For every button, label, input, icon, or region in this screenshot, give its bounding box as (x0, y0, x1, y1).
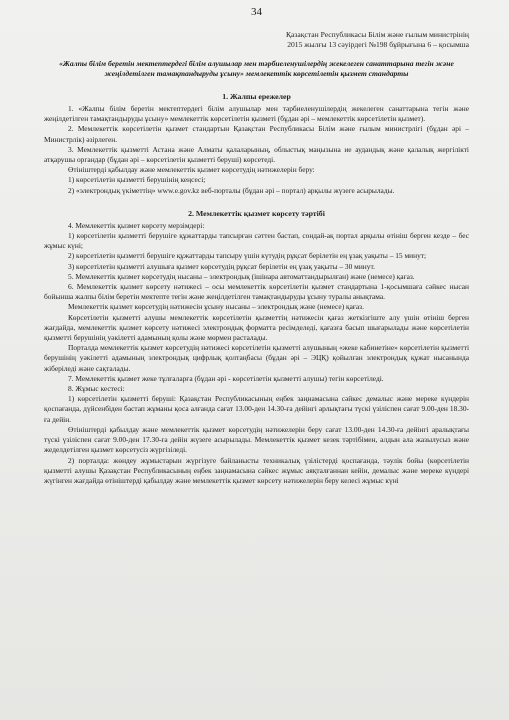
paragraph: Көрсетілетін қызметті алушы мемлекеттік көрсетілетін қызметтің нәтижесін қағаз жеткізгіште алу үшін өтініш берген жағдайда, мемлекеттік қызмет көрсету нәтижесі электрондық форматта ресімделеді, қағазға басып шығарылады және көрсетілетін қызметті берушінің уәкілетті адамының қолы және мөрмен расталады. (44, 312, 469, 343)
paragraph: 2. Мемлекеттік көрсетілетін қызмет стандартын Қазақстан Республикасы Білім және ғылым министрлігі (бұдан әрі – Министрлік) әзірлеген. (44, 124, 469, 144)
paragraph: Порталда мемлекеттік қызмет көрсетудің нәтижесі көрсетілетін қызметті алушының «жеке кабинетіне» көрсетілетін қызметті берушінің уәкілетті адамының электрондық цифрлық қолтаңбасы (бұдан әрі – ЭЦҚ) қойылған электрондық құжат нысанында жіберіледі және сақталады. (44, 343, 469, 373)
paragraph: 1) көрсетілетін қызметті берушінің кеңсесі; (68, 175, 206, 185)
section-procedure (44, 221, 469, 486)
appendix-note (44, 30, 469, 50)
paragraph: 3. Мемлекеттік қызметті Астана және Алматы қалаларының, облыстық маңызына ие аудандық және қалалық жергілікті атқарушы органдар (бұдан әрі – көрсетілетін қызметті беруші) көрсетеді. (44, 144, 469, 165)
section-general (44, 104, 469, 196)
document-title: «Жалпы білім беретін мектептердегі білім алушылар мен тәрбиеленушілердің жекелеген санаттарына тегін және жеңілдетілген тамақтандыруды ұсыну» мемлекеттік көрсетілетін қызмет стандарты (59, 59, 454, 78)
appendix-note-line: 2015 жылғы 13 сәуірдегі №198 бұйрығына 6 – қосымша (287, 40, 469, 49)
section-heading-procedure: 2. Мемлекеттік қызмет көрсету тәртібі (188, 208, 325, 218)
appendix-note-line: Қазақстан Республикасы Білім және ғылым министрінің (285, 30, 469, 39)
paragraph: Мемлекеттік қызмет көрсетудің нәтижесін ұсыну нысаны – электрондық және (немесе) қағаз. (68, 302, 364, 312)
paragraph: 2) «электрондық үкіметтің» www.e.gov.kz веб-порталы (бұдан әрі – портал) арқылы жүзеге асырылады. (68, 185, 395, 195)
page-number: 34 (251, 6, 262, 18)
paragraph: 8. Жұмыс кестесі: (68, 384, 125, 394)
paragraph: 7. Мемлекеттік қызмет жеке тұлғаларға (бұдан әрі - көрсетілетін қызметті алушы) тегін көрсетіледі. (68, 373, 384, 383)
paragraph: 2) порталда: жөндеу жұмыстарын жүргізуге байланысты техникалық үзілістерді қоспағанда, тәулік бойы (көрсетілетін қызметті алушы Қазақстан Республикасының еңбек заңнамасына сәйкес жұмыс аяқталғаннан кейін, демалыс және мереке күндері жүгінген жағдайда өтініштерді қабылдау және мемлекеттік қызмет көрсету нәтижелерін беру келесі жұмыс күні (44, 455, 469, 485)
paragraph: 4. Мемлекеттік қызмет көрсету мерзімдері: (68, 220, 205, 230)
paragraph: Өтініштерді қабылдау және мемлекеттік қызмет көрсетудің нәтижелерін беру сағат 13.00-ден 14.30-ға дейінгі аралықтағы түскі үзіліспен сағат 9.00-ден 17.30-ға дейін жүзеге асырылады. Мемлекеттік қызмет кезек тәртібімен, алдын ала жазылусыз және жеделдетілген қызмет көрсетусіз жүргізіледі. (44, 424, 469, 455)
paragraph: 5. Мемлекеттік қызмет көрсетудің нысаны – электрондық (ішінара автоматтандырылған) және (немесе) қағаз. (68, 271, 415, 281)
paragraph: 1) көрсетілетін қызметті берушіге құжаттарды тапсырған сәттен бастап, сондай-ақ портал арқылы өтініш берген кезде – бес жұмыс күні; (44, 231, 469, 251)
section-heading-general: 1. Жалпы ережелер (222, 92, 291, 101)
paragraph: 1) көрсетілетін қызметті беруші: Қазақстан Республикасының еңбек заңнамасына сәйкес демалыс және мереке күндерін қоспағанда, дүйсенбіден бастап жұманы қоса алғанда сағат 13.00-ден 14.30-ға дейінгі арлықтағы түскі үзіліспен сағат 9.00-ден 18.30-ға дейін. (44, 394, 469, 424)
paragraph: 6. Мемлекеттік қызмет көрсету нәтижесі – осы мемлекеттік көрсетілетін қызмет стандартына 1-қосымшаға сәйкес нысан бойынша жалпы білім беретін мектепте тегін және жеңілдетілген тамақтандыруды ұсыну туралы анықтама. (44, 282, 469, 302)
paragraph: 1. «Жалпы білім беретін мектептердегі білім алушылар мен тәрбиеленушілердің жекелеген санаттарына тегін және жеңілдетілген тамақтандыруды ұсыну» мемлекеттік көрсетілетін қызметі (бұдан әрі – мемлекеттік көрсетілетін қызмет). (44, 104, 469, 124)
paragraph: 3) көрсетілетін қызметті алушыға қызмет көрсетудің рұқсат берілетін ең ұзақ уақыты – 30 минут. (68, 261, 375, 271)
paragraph: Өтініштерді қабылдау және мемлекеттік қызмет көрсетудің нәтижелерін беру: (68, 165, 315, 175)
paragraph: 2) көрсетілетін қызметті берушіге құжаттарды тапсыру үшін күтудің рұқсат берілетін ең ұзақ уақыты – 15 минут; (68, 251, 427, 261)
